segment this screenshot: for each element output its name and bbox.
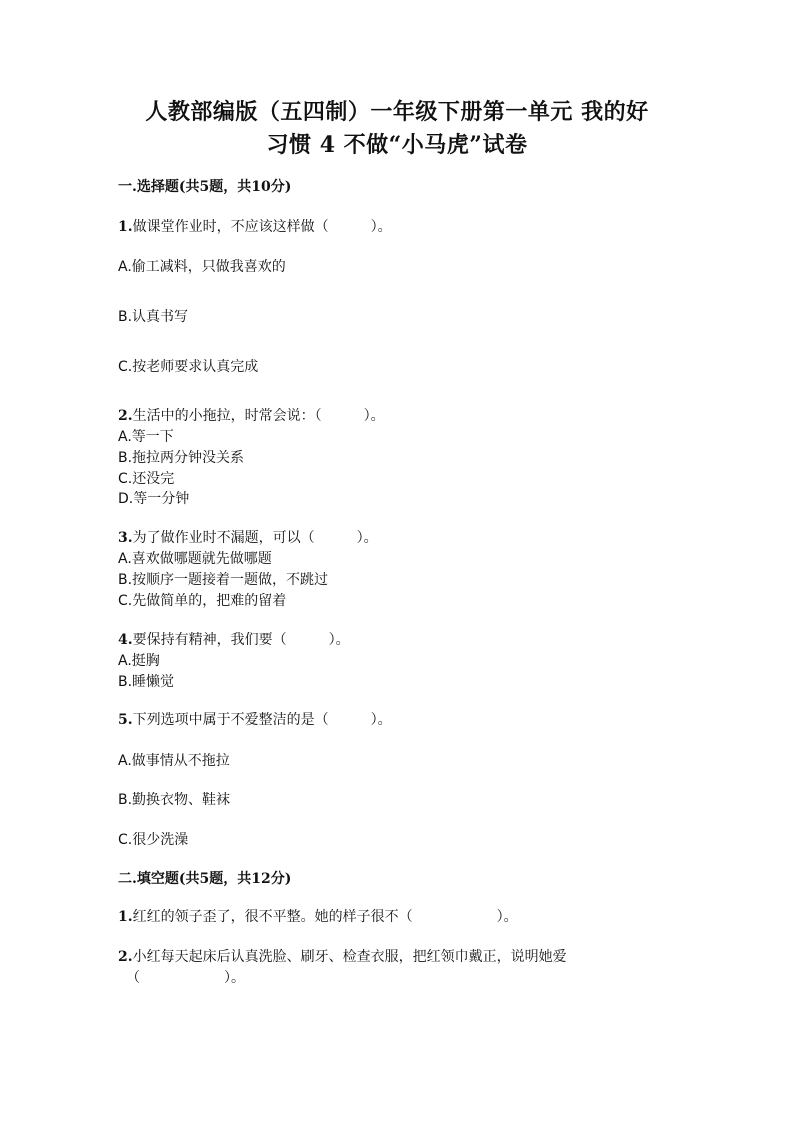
option-1b: B.认真书写 bbox=[118, 309, 189, 325]
title-line-1: 人教部编版（五四制）一年级下册第一单元 我的好 bbox=[145, 99, 649, 125]
option-1c: C.按老师要求认真完成 bbox=[118, 359, 259, 375]
question-number: 1. bbox=[118, 909, 133, 925]
question-number: 3. bbox=[118, 530, 133, 546]
option-2d: D.等一分钟 bbox=[118, 491, 190, 507]
question-1 bbox=[118, 217, 392, 237]
fill-question-2-continuation: （ ）。 bbox=[126, 970, 245, 986]
option-4a: A.挺胸 bbox=[118, 653, 160, 669]
fill-question-1 bbox=[118, 907, 518, 927]
question-2 bbox=[118, 406, 385, 426]
question-number: 2. bbox=[118, 408, 133, 424]
section-heading-fill: 二.填空题(共5题，共12分) bbox=[118, 871, 292, 887]
question-4 bbox=[118, 630, 350, 650]
fill-question-2 bbox=[118, 947, 567, 967]
question-number: 1. bbox=[118, 219, 133, 235]
title-line-2: 习惯 4 不做“小马虎”试卷 bbox=[266, 132, 528, 158]
section-heading-choice: 一.选择题(共5题，共10分) bbox=[118, 179, 292, 195]
option-3b: B.按顺序一题接着一题做，不跳过 bbox=[118, 572, 329, 588]
option-2b: B.拖拉两分钟没关系 bbox=[118, 450, 245, 466]
question-text: 下列选项中属于不爱整洁的是（ ）。 bbox=[132, 712, 392, 728]
option-1a: A.偷工减料，只做我喜欢的 bbox=[118, 259, 286, 275]
option-2c: C.还没完 bbox=[118, 471, 175, 487]
question-3 bbox=[118, 528, 378, 548]
option-5c: C.很少洗澡 bbox=[118, 832, 189, 848]
option-4b: B.睡懒觉 bbox=[118, 674, 175, 690]
question-text: 要保持有精神，我们要（ ）。 bbox=[132, 632, 350, 648]
question-text: 小红每天起床后认真洗脸、刷牙、检查衣服，把红领巾戴正，说明她爱 bbox=[132, 949, 567, 965]
question-text: 为了做作业时不漏题，可以（ ）。 bbox=[132, 530, 378, 546]
question-text: 生活中的小拖拉，时常会说：（ ）。 bbox=[132, 408, 385, 424]
question-number: 5. bbox=[118, 712, 133, 728]
question-text: 做课堂作业时，不应该这样做（ ）。 bbox=[132, 219, 392, 235]
option-5b: B.勤换衣物、鞋袜 bbox=[118, 792, 231, 808]
question-number: 2. bbox=[118, 949, 133, 965]
question-5 bbox=[118, 710, 392, 730]
option-3a: A.喜欢做哪题就先做哪题 bbox=[118, 551, 272, 567]
option-2a: A.等一下 bbox=[118, 429, 174, 445]
option-5a: A.做事情从不拖拉 bbox=[118, 753, 230, 769]
option-3c: C.先做简单的，把难的留着 bbox=[118, 593, 287, 609]
question-text: 红红的领子歪了，很不平整。她的样子很不（ ）。 bbox=[132, 909, 518, 925]
question-number: 4. bbox=[118, 632, 133, 648]
